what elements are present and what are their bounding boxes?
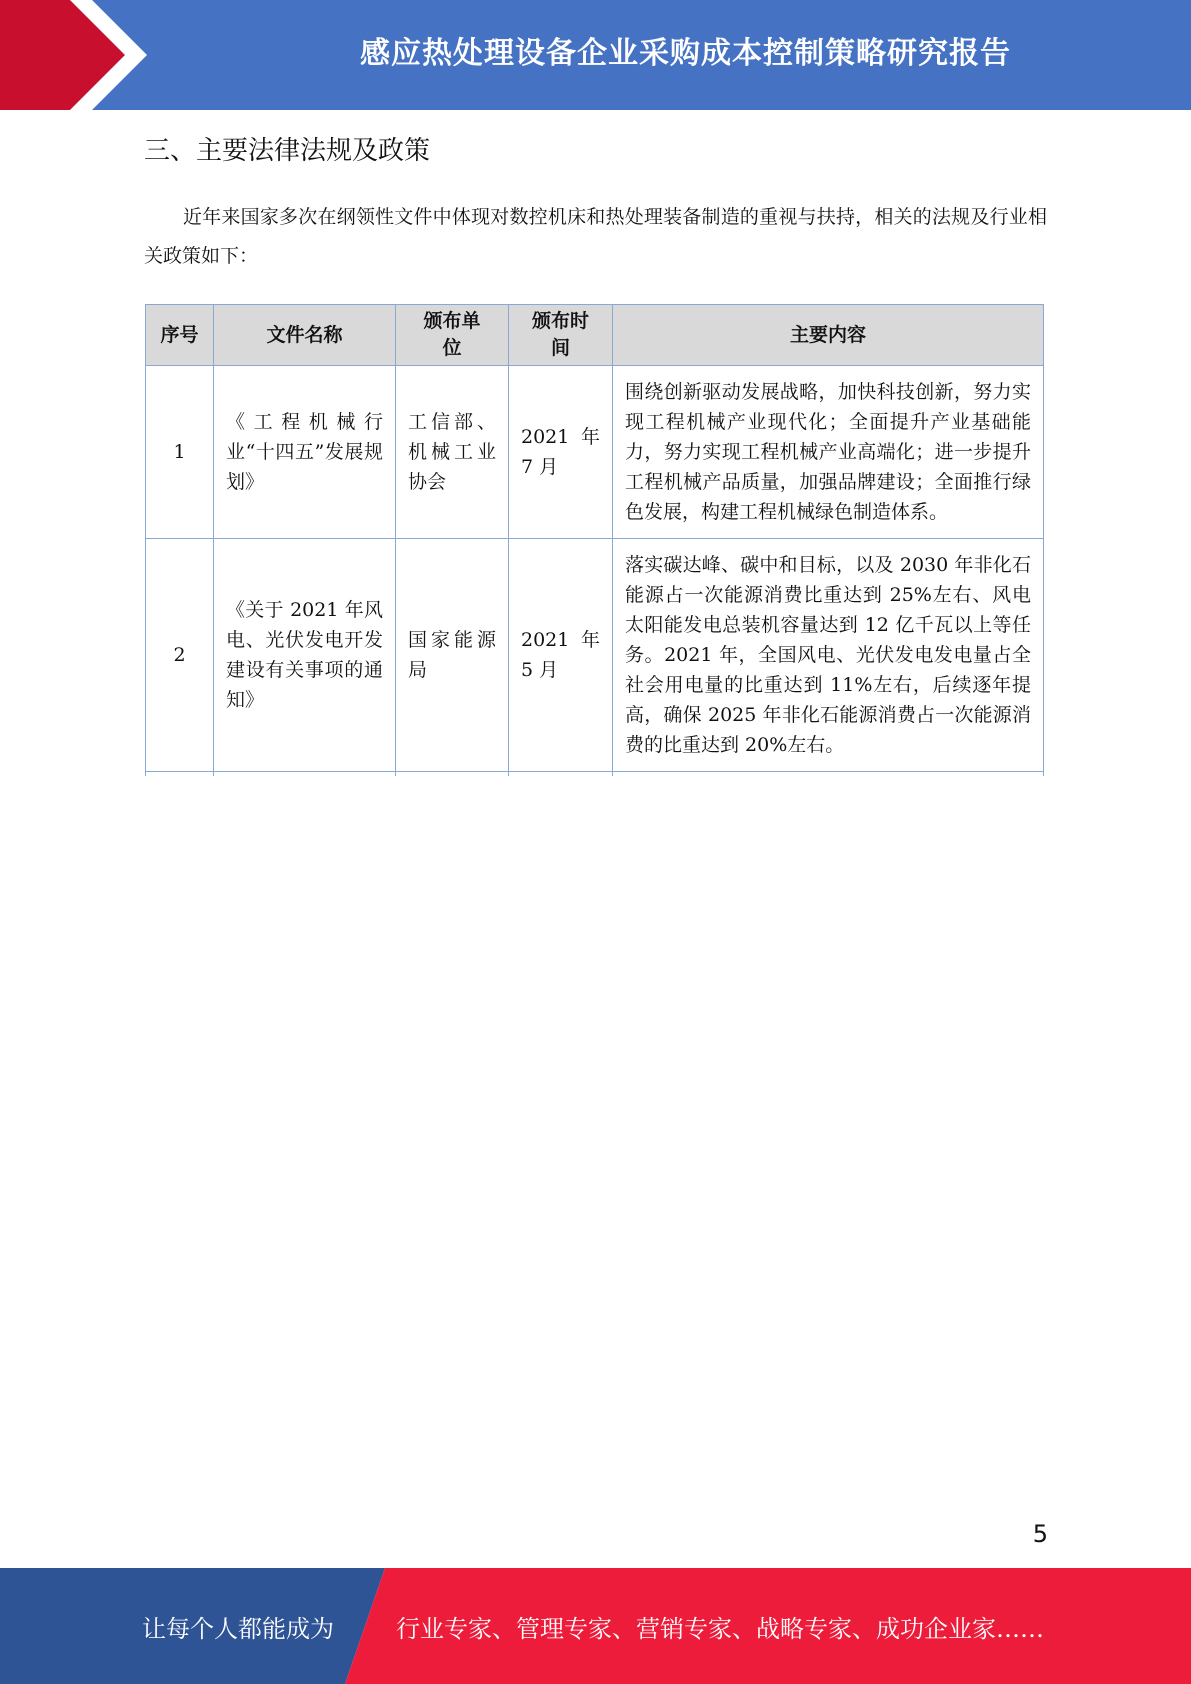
chevron-decoration-icon (0, 0, 200, 110)
stub-cell (509, 772, 613, 777)
header-unit: 颁布单位 (396, 305, 509, 366)
table-continuation-row (146, 772, 1044, 777)
table-header-row (146, 305, 1044, 366)
header-content: 主要内容 (613, 305, 1044, 366)
footer-slogan-right: 行业专家、管理专家、营销专家、战略专家、成功企业家…… (396, 1614, 1044, 1643)
section-title: 三、主要法律法规及政策 (144, 136, 431, 166)
cell-unit: 国家能源局 (396, 539, 509, 772)
intro-paragraph: 近年来国家多次在纲领性文件中体现对数控机床和热处理装备制造的重视与扶持，相关的法规及行业相关政策如下： (144, 206, 1047, 267)
cell-no: 2 (146, 539, 214, 772)
table-row (146, 366, 1044, 539)
cell-name: 《工程机械行业“十四五”发展规划》 (214, 366, 396, 539)
cell-unit: 工信部、机械工业协会 (396, 366, 509, 539)
stub-cell (214, 772, 396, 777)
report-title: 感应热处理设备企业采购成本控制策略研究报告 (360, 36, 1011, 71)
stub-cell (146, 772, 214, 777)
footer-slogan-left: 让每个人都能成为 (142, 1614, 334, 1643)
table-row (146, 539, 1044, 772)
header-time: 颁布时间 (509, 305, 613, 366)
stub-cell (613, 772, 1044, 777)
page-number: 5 (1032, 1520, 1048, 1548)
stub-cell (396, 772, 509, 777)
report-header (0, 0, 1191, 110)
report-footer (0, 1568, 1191, 1684)
cell-no: 1 (146, 366, 214, 539)
cell-content: 落实碳达峰、碳中和目标，以及 2030 年非化石能源占一次能源消费比重达到 25%左右、风电太阳能发电总装机容量达到 12 亿千瓦以上等任务。2021 年，全国风电、光伏发电发电量占全社会用电量的比重达到 11%左右，后续逐年提高，确保 2025 年非化石能源消费占一次能源消费的比重达到 20%左右。 (613, 539, 1044, 772)
cell-time: 2021 年 5 月 (509, 539, 613, 772)
cell-content: 围绕创新驱动发展战略，加快科技创新，努力实现工程机械产业现代化；全面提升产业基础能力，努力实现工程机械产业高端化；进一步提升工程机械产品质量，加强品牌建设；全面推行绿色发展，构建工程机械绿色制造体系。 (613, 366, 1044, 539)
header-name: 文件名称 (214, 305, 396, 366)
policy-table (145, 304, 1044, 776)
cell-name: 《关于 2021 年风电、光伏发电开发建设有关事项的通知》 (214, 539, 396, 772)
cell-time: 2021 年 7 月 (509, 366, 613, 539)
header-no: 序号 (146, 305, 214, 366)
